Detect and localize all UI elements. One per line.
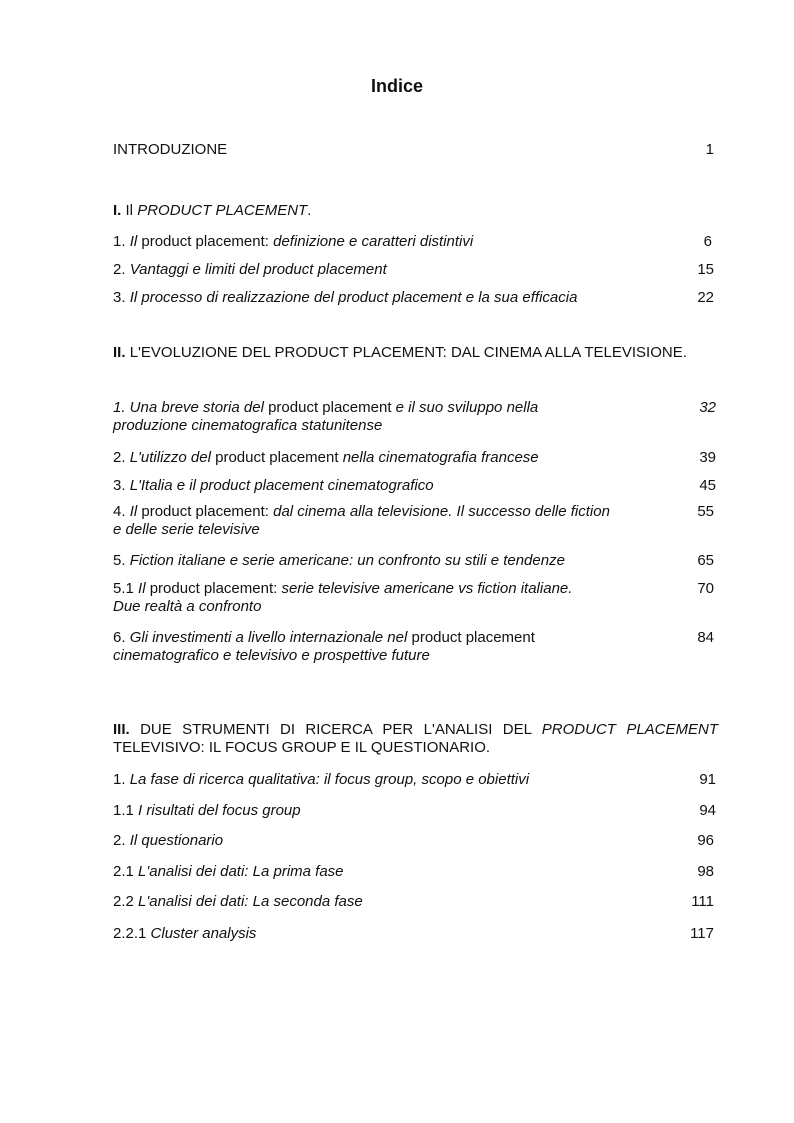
- entry-text: L'analisi dei dati: La seconda fase: [138, 893, 363, 910]
- entry-number: 2.: [113, 832, 126, 849]
- entry-text: definizione e caratteri distintivi: [273, 233, 474, 250]
- chapter-roman-numeral: II.: [113, 344, 126, 361]
- page-number: 32: [699, 399, 716, 416]
- entry-text: L'utilizzo del: [129, 449, 211, 466]
- entry-text: product placement:: [141, 503, 269, 520]
- entry-text: produzione cinematografica statunitense: [113, 417, 383, 434]
- toc-entry[interactable]: [113, 629, 716, 665]
- entry-number: 5.: [113, 552, 126, 569]
- entry-text: product placement: [411, 629, 535, 646]
- entry-text: Due realtà a confronto: [113, 598, 262, 615]
- chapter-title: L'EVOLUZIONE DEL PRODUCT PLACEMENT: DAL CINEMA ALLA TELEVISIONE.: [129, 344, 687, 361]
- page-number: 94: [699, 802, 716, 819]
- toc-entry[interactable]: [113, 832, 716, 850]
- entry-text: serie televisive americane vs fiction italiane.: [281, 580, 573, 597]
- page-number: 70: [697, 580, 714, 597]
- entry-text: Il: [129, 233, 138, 250]
- toc-entry[interactable]: [113, 449, 716, 467]
- entry-text: I risultati del focus group: [138, 802, 301, 819]
- toc-entry[interactable]: [113, 580, 716, 616]
- entry-text: Il: [129, 503, 138, 520]
- entry-number: 1.: [113, 771, 126, 788]
- page-number: 84: [697, 629, 714, 646]
- toc-entry[interactable]: [113, 261, 716, 279]
- entry-text: e il suo sviluppo nella: [395, 399, 539, 416]
- toc-entry[interactable]: [113, 552, 716, 570]
- page-number: 22: [697, 289, 714, 306]
- page-number: 96: [697, 832, 714, 849]
- entry-number: 2.2.1: [113, 925, 147, 942]
- toc-entry[interactable]: [113, 863, 716, 881]
- entry-text: product placement:: [149, 580, 278, 597]
- entry-text: product placement:: [141, 233, 269, 250]
- entry-number: 3.: [113, 289, 126, 306]
- entry-number: 2.: [113, 261, 126, 278]
- toc-entry[interactable]: [113, 233, 716, 251]
- entry-text: cinematografico e televisivo e prospettive future: [113, 647, 430, 664]
- page-number: 39: [699, 449, 716, 466]
- chapter-heading-2[interactable]: [113, 344, 718, 362]
- toc-entry[interactable]: [113, 925, 716, 943]
- page-number: 91: [699, 771, 716, 788]
- entry-text: La fase di ricerca qualitativa: il focus group, scopo e obiettivi: [129, 771, 530, 788]
- entry-text: Il processo di realizzazione del product placement e la sua efficacia: [129, 289, 578, 306]
- entry-text: product placement: [268, 399, 392, 416]
- entry-text: 1. Una breve storia del: [113, 399, 264, 416]
- entry-text: L'Italia e il product placement cinematografico: [129, 477, 434, 494]
- entry-number: 4.: [113, 503, 126, 520]
- entry-number: 2.: [113, 449, 126, 466]
- chapter-heading-3[interactable]: [113, 721, 718, 757]
- entry-number: 5.1: [113, 580, 134, 597]
- entry-label: INTRODUZIONE: [113, 141, 228, 158]
- entry-number: 3.: [113, 477, 126, 494]
- toc-entry[interactable]: [113, 893, 716, 911]
- entry-text: dal cinema alla televisione. Il successo delle fiction: [273, 503, 610, 520]
- toc-entry[interactable]: [113, 399, 716, 435]
- chapter-title: TELEVISIVO: IL FOCUS GROUP E IL QUESTIONARIO.: [113, 739, 491, 756]
- entry-number: 2.1: [113, 863, 134, 880]
- entry-text: Il questionario: [129, 832, 224, 849]
- page-number: 117: [690, 925, 714, 942]
- entry-number: 2.2: [113, 893, 134, 910]
- toc-entry-introduction[interactable]: [113, 141, 716, 159]
- entry-text: Gli investimenti a livello internazionale nel: [129, 629, 408, 646]
- page-title: Indice: [370, 76, 423, 96]
- chapter-title: DUE STRUMENTI DI RICERCA PER L'ANALISI DEL: [140, 721, 532, 738]
- toc-entry[interactable]: [113, 477, 716, 495]
- entry-text: Fiction italiane e serie americane: un confronto su stili e tendenze: [129, 552, 565, 569]
- page-number: 65: [697, 552, 714, 569]
- entry-text: product placement: [215, 449, 339, 466]
- entry-number: 6.: [113, 629, 126, 646]
- entry-text: L'analisi dei dati: La prima fase: [138, 863, 344, 880]
- chapter-prefix: Il: [125, 202, 134, 219]
- entry-text: Cluster analysis: [150, 925, 257, 942]
- page-number: 15: [697, 261, 714, 278]
- entry-text: e delle serie televisive: [113, 521, 260, 538]
- page-number: 6: [703, 233, 712, 250]
- chapter-title-italic: PRODUCT PLACEMENT: [541, 721, 719, 738]
- page-number: 55: [697, 503, 714, 520]
- chapter-roman-numeral: III.: [113, 721, 130, 738]
- page-number: 1: [705, 141, 714, 158]
- chapter-title: PRODUCT PLACEMENT: [137, 202, 308, 219]
- chapter-roman-numeral: I.: [113, 202, 122, 219]
- chapter-period: .: [307, 202, 312, 219]
- page-number: 111: [691, 893, 714, 910]
- page-number: 45: [699, 477, 716, 494]
- entry-number: 1.: [113, 233, 126, 250]
- entry-text: nella cinematografia francese: [342, 449, 539, 466]
- toc-entry[interactable]: [113, 503, 716, 539]
- entry-number: 1.1: [113, 802, 134, 819]
- toc-entry[interactable]: [113, 802, 716, 820]
- entry-text: Il: [138, 580, 146, 597]
- chapter-heading-1[interactable]: [113, 202, 718, 220]
- entry-text: Vantaggi e limiti del product placement: [129, 261, 387, 278]
- toc-entry[interactable]: [113, 771, 716, 789]
- page-number: 98: [697, 863, 714, 880]
- toc-entry[interactable]: [113, 289, 716, 307]
